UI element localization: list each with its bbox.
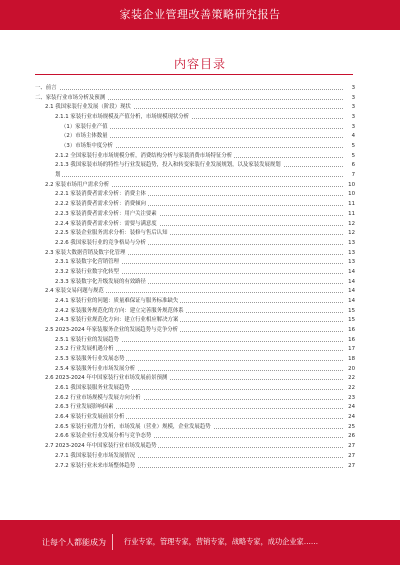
report-title: 家装企业管理改善策略研究报告 bbox=[119, 8, 281, 21]
footer-slogan: 让每个人都能成为 bbox=[42, 538, 106, 547]
toc-entry-title: 2.2.4 家装消费者需求分析：需要与满意度 bbox=[55, 220, 157, 227]
toc-entry[interactable] bbox=[35, 287, 355, 296]
toc-entry-title: 划 bbox=[55, 172, 61, 179]
toc-entry[interactable] bbox=[35, 297, 355, 306]
toc-entry[interactable] bbox=[35, 123, 355, 132]
toc-entry[interactable] bbox=[35, 190, 355, 199]
toc-entry-title: 2.6.4 家装行业发展前景分析 bbox=[55, 414, 125, 421]
toc-entry-title: 2.1.1 家装行业市场规模及产值分析，市场规模现状分析 bbox=[55, 114, 190, 121]
toc-entry[interactable] bbox=[35, 103, 355, 112]
toc-entry[interactable] bbox=[35, 161, 355, 170]
toc-entry-page: 14 bbox=[343, 278, 355, 287]
toc-entry-page: 17 bbox=[343, 345, 355, 354]
toc-entry[interactable] bbox=[35, 132, 355, 141]
toc-entry[interactable] bbox=[35, 171, 355, 180]
toc-entry-title: 2.4.2 家装服务规范化的方向：建立完善服务规范体系 bbox=[55, 307, 184, 314]
toc-entry-title: 2.5.3 家装服务行业发展态势 bbox=[55, 356, 125, 363]
toc-entry-title: 2.3.1 家装数字化营销管理 bbox=[55, 259, 119, 266]
toc-entry-page: 4 bbox=[343, 132, 355, 141]
toc-entry-page: 16 bbox=[343, 326, 355, 335]
footer-tagline: 行业专家，管理专家，营销专家，战略专家，成功企业家…… bbox=[124, 537, 319, 546]
toc-entry-page: 16 bbox=[343, 336, 355, 345]
toc-entry[interactable] bbox=[35, 220, 355, 229]
toc-entry-title: 2.6.5 家装行业潜力分析，市场发展（营业）规模，企业发展趋势 bbox=[55, 423, 211, 430]
toc-entry-title: 2.1 我国家装行业发展（阶段）现状 bbox=[45, 104, 131, 111]
toc-entry-title: 2.1.3 我国家装市场的特性与行业发展趋势，投入和转变家装行业发展规划，以及家装发展规划 bbox=[55, 162, 281, 169]
toc-entry-page: 5 bbox=[343, 142, 355, 151]
toc-entry-title: （3）市场集中度分析 bbox=[61, 143, 113, 150]
toc-entry-page: 3 bbox=[343, 103, 355, 112]
toc-divider bbox=[35, 74, 353, 75]
toc-entry-page: 3 bbox=[343, 84, 355, 93]
toc-entry-title: 2.4 家装交易问题与规范 bbox=[45, 288, 104, 295]
toc-entry-page: 23 bbox=[343, 394, 355, 403]
toc-entry-title: 2.2.5 家装企业服务需求分析：装修与售后认知 bbox=[55, 230, 168, 237]
toc-entry-title: 2.6.6 家装企业行业发展分析与竞争态势 bbox=[55, 433, 152, 440]
toc-entry-title: 2.3.2 家装行业数字化转型 bbox=[55, 268, 119, 275]
toc-entry[interactable] bbox=[35, 142, 355, 151]
toc-entry-page: 22 bbox=[343, 374, 355, 383]
toc-entry-page: 11 bbox=[343, 210, 355, 219]
toc-entry[interactable] bbox=[35, 200, 355, 209]
toc-entry-title: 2.6.2 行业市场规模与发展方向分析 bbox=[55, 394, 141, 401]
toc-entry[interactable] bbox=[35, 432, 355, 441]
toc-entry[interactable] bbox=[35, 278, 355, 287]
toc-entry-title: 2.3 家装大数据营销及数字化管理 bbox=[45, 249, 126, 256]
toc-entry-page: 11 bbox=[343, 200, 355, 209]
toc-entry-title: 2.5.1 家装行业的发展趋势 bbox=[55, 336, 119, 343]
toc-entry[interactable] bbox=[35, 268, 355, 277]
toc-leader-dots bbox=[35, 89, 343, 90]
toc-entry-title: 2.7 2023-2024 年中国家装行业市场发展趋势 bbox=[45, 443, 157, 450]
toc-entry-page: 24 bbox=[343, 403, 355, 412]
toc-entry-title: 2.3.3 家装数字化升级发展的有效路径 bbox=[55, 278, 146, 285]
toc-entry[interactable] bbox=[35, 345, 355, 354]
toc-entry[interactable] bbox=[35, 365, 355, 374]
toc-entry[interactable] bbox=[35, 316, 355, 325]
toc-entry-page: 27 bbox=[343, 462, 355, 471]
toc-entry-page: 18 bbox=[343, 355, 355, 364]
toc-entry-title: 2.5.2 行业发展机遇分析 bbox=[55, 346, 114, 353]
toc-entry[interactable] bbox=[35, 336, 355, 345]
toc-entry[interactable] bbox=[35, 239, 355, 248]
toc-entry-title: 2.1.2 全国家装行业市场规模分析，消费结构分析与家装消费市场特征分析 bbox=[55, 152, 233, 159]
toc-entry[interactable] bbox=[35, 307, 355, 316]
footer-bar bbox=[0, 520, 400, 565]
toc-entry-page: 15 bbox=[343, 316, 355, 325]
toc-entry-page: 10 bbox=[343, 190, 355, 199]
toc-entry-page: 13 bbox=[343, 239, 355, 248]
toc-entry-page: 7 bbox=[343, 171, 355, 180]
toc-entry-page: 12 bbox=[343, 229, 355, 238]
toc-entry-title: 2.4.3 家装行业规范化方向：建立行业相应解决方案 bbox=[55, 317, 179, 324]
toc-entry-page: 20 bbox=[343, 365, 355, 374]
toc-entry-page: 6 bbox=[343, 161, 355, 170]
toc-entry-page: 27 bbox=[343, 442, 355, 451]
toc-entry[interactable] bbox=[35, 403, 355, 412]
toc-entry[interactable] bbox=[35, 229, 355, 238]
toc-entry-page: 24 bbox=[343, 413, 355, 422]
toc-entry[interactable] bbox=[35, 94, 355, 103]
toc-entry-page: 14 bbox=[343, 268, 355, 277]
toc-entry-title: 2.2.3 家装消费者需求分析：用户关注要素 bbox=[55, 210, 157, 217]
toc-entry-title: 2.6.1 我国家装服务业发展趋势 bbox=[55, 385, 130, 392]
toc-entry-title: 2.7.1 我国家装行业市场发展情况 bbox=[55, 452, 136, 459]
toc-leader-dots bbox=[55, 176, 343, 177]
toc-entry-title: 2.6 2023-2024 年中国家装行业市场发展前景预测 bbox=[45, 375, 168, 382]
toc-entry-page: 27 bbox=[343, 452, 355, 461]
toc-entry-page: 26 bbox=[343, 432, 355, 441]
toc-entry-title: 2.7.2 家装行业未来市场整体趋势 bbox=[55, 462, 136, 469]
toc-entry-page: 14 bbox=[343, 287, 355, 296]
toc-entry-page: 13 bbox=[343, 249, 355, 258]
toc-entry[interactable] bbox=[35, 442, 355, 451]
toc-entry-page: 10 bbox=[343, 181, 355, 190]
toc-entry[interactable] bbox=[35, 452, 355, 461]
toc-entry-title: （2）市场主体数量 bbox=[61, 133, 108, 140]
toc-entry[interactable] bbox=[35, 113, 355, 122]
toc-entry-page: 22 bbox=[343, 384, 355, 393]
toc-entry-page: 3 bbox=[343, 113, 355, 122]
toc-entry-title: 2.5.4 家装服务行业市场发展分析 bbox=[55, 365, 136, 372]
toc-entry-page: 13 bbox=[343, 258, 355, 267]
footer-divider bbox=[112, 534, 113, 550]
toc-entry-title: 2.2 家装市场用户需求分析 bbox=[45, 181, 110, 188]
toc-entry[interactable] bbox=[35, 84, 355, 93]
toc-entry[interactable] bbox=[35, 258, 355, 267]
toc-entry-title: 2.6.3 行业发展影响因素 bbox=[55, 404, 114, 411]
toc-entry-title: 一、前言 bbox=[35, 85, 57, 91]
toc-entry[interactable] bbox=[35, 326, 355, 335]
toc-entry-title: （1）家装行业产值 bbox=[61, 123, 108, 130]
toc-entry-page: 3 bbox=[343, 94, 355, 103]
toc-entry[interactable] bbox=[35, 413, 355, 422]
toc-entry-page: 5 bbox=[343, 152, 355, 161]
toc-entry-title: 2.2.1 家装消费者需求分析：消费主体 bbox=[55, 191, 146, 198]
toc-entry-title: 2.2.2 家装消费者需求分析：消费倾向 bbox=[55, 201, 146, 208]
toc-entry-page: 15 bbox=[343, 307, 355, 316]
toc-title: 内容目录 bbox=[173, 57, 226, 71]
toc-entry[interactable] bbox=[35, 384, 355, 393]
toc-entry-page: 12 bbox=[343, 220, 355, 229]
toc-entry[interactable] bbox=[35, 355, 355, 364]
toc-entry[interactable] bbox=[35, 423, 355, 432]
toc-entry-title: 2.4.1 家装行业的问题：质量难保证与服务标准缺失 bbox=[55, 297, 179, 304]
toc-entry-page: 14 bbox=[343, 297, 355, 306]
header-bar bbox=[0, 0, 400, 30]
toc-entry[interactable] bbox=[35, 462, 355, 471]
toc-entry[interactable] bbox=[35, 249, 355, 258]
toc-entry[interactable] bbox=[35, 152, 355, 161]
toc-entry-page: 3 bbox=[343, 123, 355, 132]
toc-entry[interactable] bbox=[35, 374, 355, 383]
toc-entry-title: 2.5 2023-2024 年家装服务企业的发展趋势与竞争分析 bbox=[45, 327, 179, 333]
toc-entry-page: 25 bbox=[343, 423, 355, 432]
toc-entry[interactable] bbox=[35, 210, 355, 219]
toc-entry-title: 二、家装行业市场分析及预测 bbox=[35, 94, 106, 101]
toc-entry[interactable] bbox=[35, 181, 355, 190]
toc-entry[interactable] bbox=[35, 394, 355, 403]
toc-entry-title: 2.2.6 我国家装行业的竞争格局与分析 bbox=[55, 239, 146, 246]
